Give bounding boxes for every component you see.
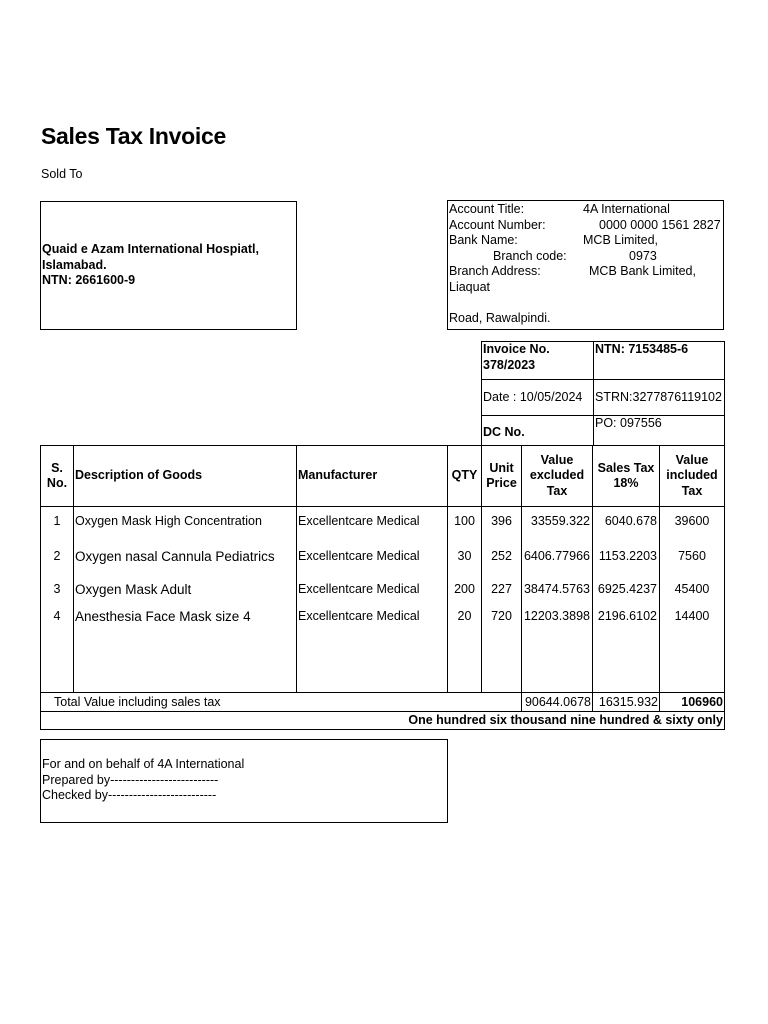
item-value-excl: 38474.5763: [522, 576, 593, 604]
item-value-incl: 39600: [660, 507, 725, 542]
item-sales-tax: 6925.4237: [593, 576, 660, 604]
item-value-incl: 14400: [660, 604, 725, 693]
invoice-meta-table: [481, 341, 725, 446]
signature-box: [40, 739, 448, 823]
invoice-date: Date : 10/05/2024: [482, 380, 594, 416]
col-header-value-excl-line2: excluded: [529, 468, 585, 483]
account-number-value: 0000 0000 1561 2827: [599, 217, 721, 232]
buyer-details: [42, 242, 259, 289]
seller-ntn: NTN: 7153485-6: [594, 342, 725, 380]
branch-code-value: 0973: [629, 248, 657, 263]
amount-in-words: One hundred six thousand nine hundred & sixty only: [41, 712, 725, 730]
col-header-unit-price-line2: Price: [486, 476, 517, 490]
total-value-incl: 106960: [660, 693, 725, 712]
amount-in-words-row: [41, 712, 725, 730]
branch-address-label: Branch Address:: [449, 264, 541, 278]
col-header-manufacturer: Manufacturer: [297, 446, 448, 507]
item-qty: 30: [448, 542, 482, 576]
totals-label: Total Value including sales tax: [41, 693, 522, 712]
invoice-number-cell: [482, 342, 594, 380]
item-manufacturer: Excellentcare Medical: [297, 542, 448, 576]
item-sno: 3: [41, 576, 74, 604]
bank-details-box: [447, 200, 724, 330]
item-sno: 2: [41, 542, 74, 576]
item-qty: 20: [448, 604, 482, 693]
signature-lines: [42, 757, 244, 804]
col-header-value-excl: [522, 446, 593, 507]
col-header-sno-line1: S.: [51, 460, 63, 475]
col-header-value-excl-line3: Tax: [546, 483, 568, 498]
buyer-name: Quaid e Azam International Hospiatl,: [42, 242, 259, 256]
branch-address-line2: Liaquat: [449, 279, 491, 294]
table-row: [41, 542, 725, 576]
col-header-value-incl-line3: Tax: [681, 483, 703, 498]
item-manufacturer: Excellentcare Medical: [297, 576, 448, 604]
item-unit-price: 396: [482, 507, 522, 542]
on-behalf-text: For and on behalf of 4A International: [42, 757, 245, 771]
bank-name-value: MCB Limited,: [583, 233, 659, 247]
item-sales-tax: 6040.678: [593, 507, 660, 542]
item-value-excl: 6406.77966: [522, 542, 593, 576]
col-header-sales-tax-line1: Sales Tax: [597, 460, 655, 475]
item-value-excl: 12203.3898: [522, 604, 593, 693]
items-table: [40, 445, 725, 730]
buyer-ntn: NTN: 2661600-9: [42, 273, 136, 287]
invoice-no-value: 378/2023: [483, 357, 536, 372]
item-unit-price: 720: [482, 604, 522, 693]
col-header-unit-price-line1: Unit: [489, 460, 514, 475]
item-qty: 100: [448, 507, 482, 542]
item-sales-tax: 2196.6102: [593, 604, 660, 693]
po-number: PO: 097556: [594, 416, 725, 446]
totals-row: [41, 693, 725, 712]
branch-address-line3: Road, Rawalpindi.: [449, 310, 551, 325]
item-value-incl: 45400: [660, 576, 725, 604]
bank-name-label: Bank Name:: [449, 233, 518, 247]
col-header-unit-price: [482, 446, 522, 507]
item-manufacturer: Excellentcare Medical: [297, 507, 448, 542]
item-manufacturer: Excellentcare Medical: [297, 604, 448, 693]
page-title: Sales Tax Invoice: [41, 123, 226, 149]
table-row: [41, 576, 725, 604]
col-header-qty: QTY: [448, 446, 482, 507]
checked-by-line: Checked by--------------------------: [42, 788, 217, 802]
table-row: [41, 604, 725, 693]
account-title-value: 4A International: [583, 202, 670, 216]
item-unit-price: 252: [482, 542, 522, 576]
col-header-sales-tax: [593, 446, 660, 507]
item-description: Oxygen nasal Cannula Pediatrics: [74, 542, 297, 576]
item-sno: 4: [41, 604, 74, 693]
item-value-excl: 33559.322: [522, 507, 593, 542]
total-sales-tax: 16315.932: [593, 693, 660, 712]
item-sno: 1: [41, 507, 74, 542]
col-header-value-incl: [660, 446, 725, 507]
col-header-sno: [41, 446, 74, 507]
dc-number: DC No.: [482, 416, 594, 446]
invoice-no-label: Invoice No.: [483, 342, 550, 356]
seller-strn: STRN:3277876119102: [594, 380, 725, 416]
col-header-value-excl-line1: Value: [540, 452, 574, 467]
col-header-sales-tax-line2: 18%: [613, 476, 639, 490]
account-title-label: Account Title:: [449, 202, 525, 216]
item-unit-price: 227: [482, 576, 522, 604]
branch-address-value: MCB Bank Limited,: [589, 264, 696, 278]
item-description: Anesthesia Face Mask size 4: [74, 604, 297, 693]
table-row: [41, 507, 725, 542]
buyer-city: Islamabad.: [42, 257, 107, 272]
col-header-description: Description of Goods: [74, 446, 297, 507]
item-value-incl: 7560: [660, 542, 725, 576]
prepared-by-line: Prepared by--------------------------: [42, 772, 219, 787]
item-description: Oxygen Mask High Concentration: [74, 507, 297, 542]
item-description: Oxygen Mask Adult: [74, 576, 297, 604]
col-header-sno-line2: No.: [46, 476, 68, 490]
total-value-excl: 90644.0678: [522, 693, 593, 712]
col-header-value-incl-line1: Value: [675, 452, 709, 467]
item-sales-tax: 1153.2203: [593, 542, 660, 576]
branch-code-label: Branch code:: [493, 248, 567, 263]
item-qty: 200: [448, 576, 482, 604]
sold-to-label: Sold To: [41, 167, 83, 181]
account-number-label: Account Number:: [449, 217, 546, 232]
col-header-value-incl-line2: included: [666, 468, 718, 483]
items-header-row: [41, 446, 725, 507]
buyer-box: [40, 201, 297, 330]
